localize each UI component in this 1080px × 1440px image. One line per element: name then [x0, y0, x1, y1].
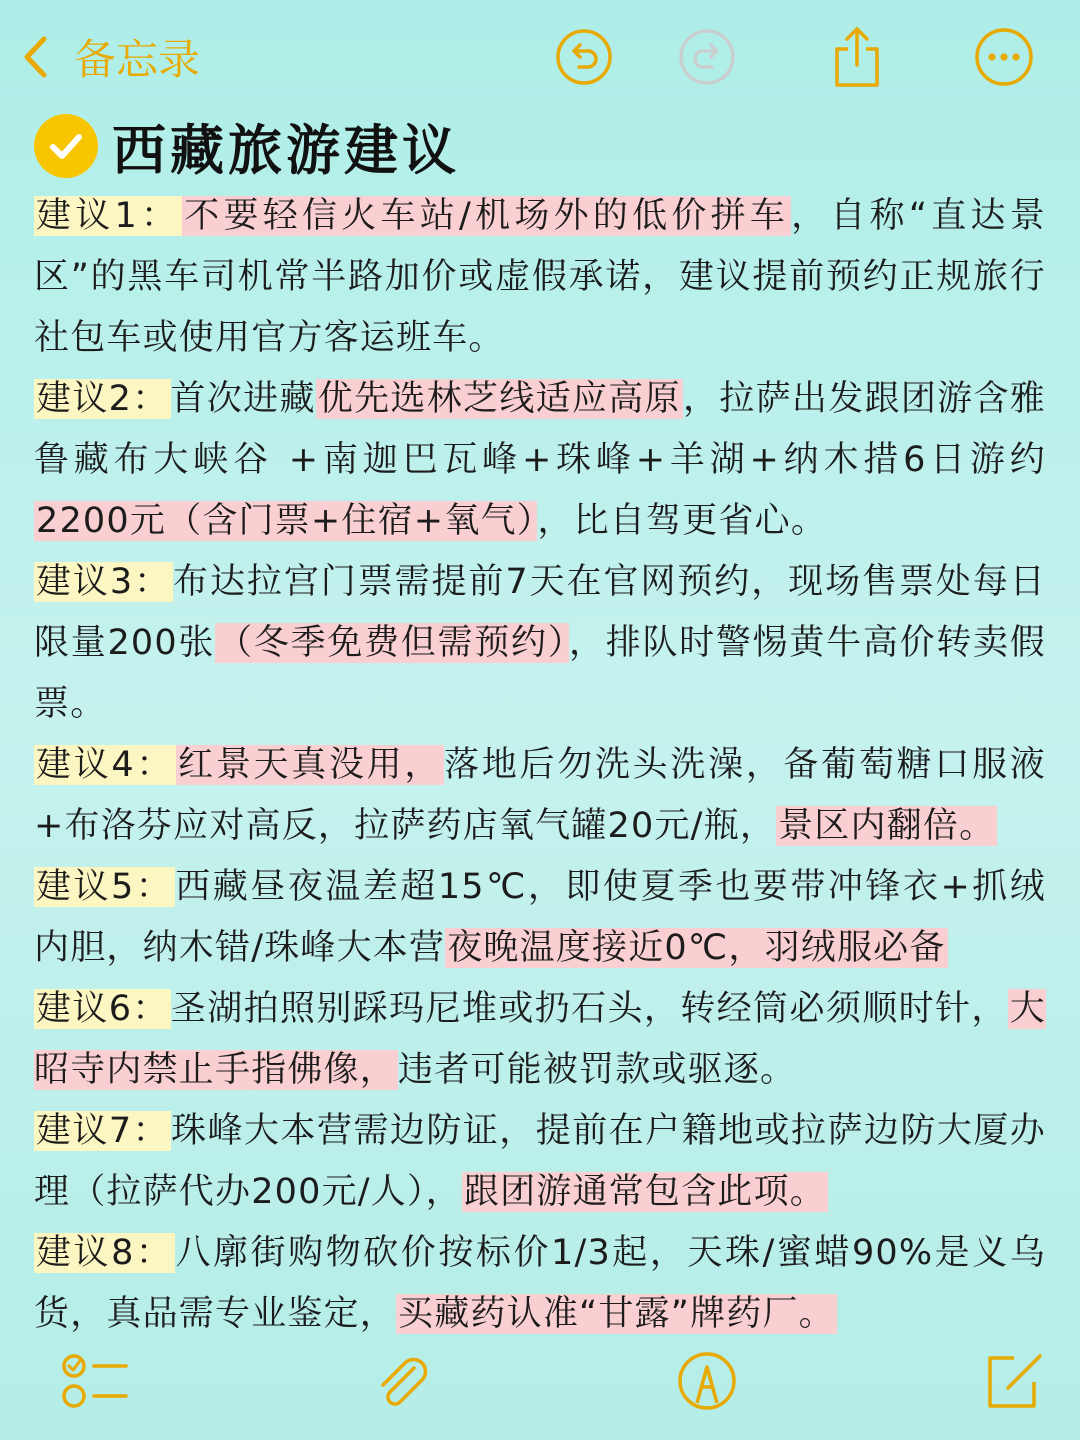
- highlighted-text: 不要轻信火车站/机场外的低价拼车: [184, 196, 790, 236]
- more-button[interactable]: [973, 26, 1035, 88]
- undo-icon: [555, 28, 613, 86]
- tip-text: 落地后勿洗头洗澡，备葡萄糖口服液+布洛芬应对高反，拉萨药店氧气罐20元/瓶，: [34, 745, 1047, 846]
- tip-paragraph: [34, 1101, 1046, 1223]
- note-body[interactable]: [34, 186, 1046, 1345]
- paperclip-icon: [372, 1350, 434, 1412]
- tip-paragraph: [34, 552, 1046, 735]
- tip-paragraph: [34, 1223, 1046, 1345]
- tip-text: 违者可能被罚款或驱逐。: [398, 1050, 797, 1090]
- tip-text: 西藏昼夜温差超15℃，即使夏季也要带冲锋衣+抓绒内胆，纳木错/珠峰大本营: [34, 867, 1046, 968]
- checklist-button[interactable]: [60, 1350, 130, 1412]
- undo-button[interactable]: [553, 26, 615, 88]
- tip-paragraph: [34, 735, 1046, 857]
- redo-button[interactable]: [676, 26, 738, 88]
- tip-paragraph: [34, 369, 1046, 552]
- top-toolbar: [0, 22, 1080, 92]
- tip-paragraph: [34, 186, 1046, 369]
- tip-label: 建议4：: [36, 745, 175, 785]
- tip-text: ，拉萨出发跟团游含雅鲁藏布大峡谷 +南迦巴瓦峰+珠峰+羊湖+纳木措6日游约: [34, 379, 1046, 480]
- highlighted-text: 跟团游通常包含此项。: [463, 1172, 826, 1212]
- back-label: 备忘录: [74, 35, 201, 84]
- share-icon: [828, 25, 886, 89]
- highlighted-text: 夜晚温度接近0℃，羽绒服必备: [447, 928, 946, 968]
- tip-paragraph: [34, 857, 1046, 979]
- markup-button[interactable]: [676, 1350, 738, 1412]
- tip-label: 建议5：: [36, 867, 174, 907]
- highlighted-text: 大昭寺内禁止手指佛像，: [34, 989, 1046, 1090]
- back-button[interactable]: [22, 26, 200, 88]
- compose-icon: [984, 1350, 1046, 1412]
- tip-text: 珠峰大本营需边防证，提前在户籍地或拉萨边防大厦办理（拉萨代办200元/人），: [34, 1111, 1046, 1212]
- tip-text: 首次进藏: [170, 379, 316, 419]
- highlighted-text: 2200元（含门票+住宿+氧气）: [36, 501, 536, 541]
- bottom-toolbar: [0, 1350, 1080, 1420]
- tip-label: 建议2：: [36, 379, 169, 419]
- note-title-row: [34, 110, 460, 182]
- tip-label: 建议8：: [36, 1233, 174, 1273]
- compose-button[interactable]: [984, 1350, 1046, 1412]
- tip-text: 布达拉宫门票需提前7天在官网预约，现场售票处每日限量200张: [34, 562, 1046, 663]
- more-icon: [974, 27, 1034, 87]
- tip-text: 八廓街购物砍价按标价1/3起，天珠/蜜蜡90%是义乌货，真品需专业鉴定，: [34, 1233, 1046, 1334]
- tip-text: ，自称“直达景区”的黑车司机常半路加价或虚假承诺，建议提前预约正规旅行社包车或使用官方客运班车。: [34, 196, 1046, 358]
- tip-label: 建议1：: [36, 196, 181, 236]
- highlighted-text: 买藏药认准“甘露”牌药厂。: [398, 1294, 835, 1334]
- tip-text: ，排队时警惕黄牛高价转卖假票。: [34, 623, 1046, 724]
- chevron-left-icon: [22, 35, 48, 79]
- markup-pen-icon: [677, 1351, 737, 1411]
- note-title[interactable]: 西藏旅游建议: [112, 118, 460, 182]
- redo-icon: [678, 28, 736, 86]
- tip-paragraph: [34, 979, 1046, 1101]
- attach-button[interactable]: [372, 1350, 434, 1412]
- tip-text: ，比自驾更省心。: [537, 501, 828, 541]
- tip-text: 圣湖拍照别踩玛尼堆或扔石头，转经筒必须顺时针，: [170, 989, 1008, 1029]
- checklist-icon: [62, 1351, 128, 1411]
- checkmark-icon: [34, 114, 98, 178]
- highlighted-text: 红景天真没用，: [178, 745, 443, 785]
- tip-label: 建议6：: [36, 989, 169, 1029]
- highlighted-text: （冬季免费但需预约）: [217, 623, 567, 663]
- tip-label: 建议7：: [36, 1111, 170, 1151]
- highlighted-text: 景区内翻倍。: [778, 806, 996, 846]
- share-button[interactable]: [826, 26, 888, 88]
- tip-label: 建议3：: [36, 562, 172, 602]
- highlighted-text: 优先选林芝线适应高原: [317, 379, 681, 419]
